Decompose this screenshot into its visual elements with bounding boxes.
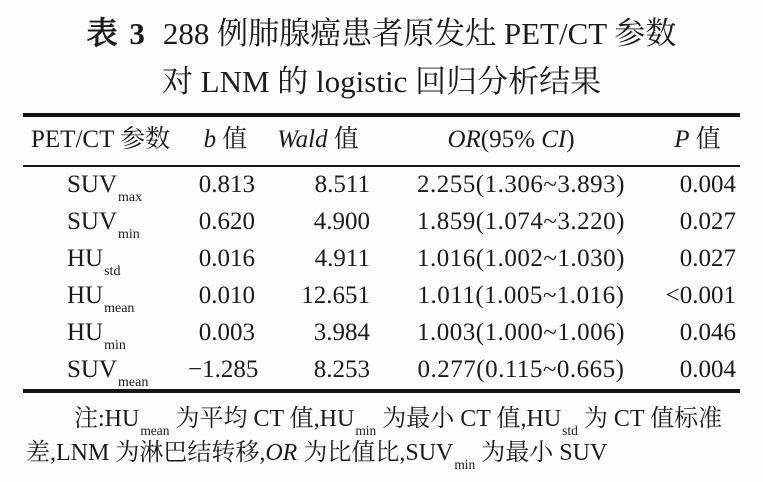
- b-value-cell: 0.010: [198, 282, 255, 309]
- wald-value-cell: 12.651: [301, 282, 370, 309]
- header-row: [23, 115, 740, 166]
- table-header: [23, 115, 740, 166]
- wald-value-cell: 4.900: [313, 208, 370, 235]
- table-row: [23, 315, 740, 352]
- footnote: [26, 402, 739, 470]
- or-value-cell: 1.859(1.074~3.220): [417, 208, 625, 235]
- p-value-cell: 0.046: [679, 319, 736, 346]
- param-cell: $SUV_{max}$: [67, 171, 143, 206]
- param-cell: $HU_{std}$: [67, 245, 121, 280]
- table-title: [0, 0, 763, 102]
- b-value-cell: 0.003: [198, 319, 255, 346]
- column-header-b: b 值: [188, 115, 263, 166]
- p-value-cell: <0.001: [665, 282, 736, 309]
- or-value-cell: 1.016(1.002~1.030): [417, 245, 625, 272]
- table-row: [23, 241, 740, 278]
- b-value-cell: 0.813: [198, 171, 255, 198]
- table-number-label: 表 3: [86, 16, 147, 51]
- table-title-line1: [0, 13, 763, 54]
- column-header-param: PET/CT 参数: [23, 115, 188, 166]
- footnote-line-1: 注$:HU_{mean}$ 为平均 CT 值$,HU_{min}$ 为最小 CT 值$,HU_{std}$ 为 CT 值标准: [74, 406, 723, 438]
- or-value-cell: 2.255(1.306~3.893): [417, 171, 625, 198]
- table-title-text: 288 例肺腺癌患者原发灶 PET/CT 参数: [162, 16, 677, 51]
- wald-value-cell: 8.511: [314, 171, 370, 198]
- b-value-cell: 0.016: [198, 245, 255, 272]
- table-row: [23, 166, 740, 204]
- column-header-wald: Wald 值: [263, 115, 373, 166]
- param-cell: $SUV_{mean}$: [67, 356, 149, 391]
- regression-results-table: [23, 113, 740, 393]
- table-row: [23, 352, 740, 391]
- wald-value-cell: 3.984: [313, 319, 370, 346]
- or-value-cell: 1.003(1.000~1.006): [417, 319, 625, 346]
- param-cell: $HU_{mean}$: [67, 282, 135, 317]
- b-value-cell: −1.285: [188, 356, 259, 383]
- table-body: [23, 166, 740, 391]
- param-cell: $HU_{min}$: [67, 319, 126, 354]
- table-title-line2: 对 LNM 的 logistic 回归分析结果: [161, 64, 602, 99]
- or-value-cell: 0.277(0.115~0.665): [417, 356, 625, 383]
- p-value-cell: 0.004: [679, 171, 736, 198]
- column-header-p: P 值: [643, 115, 740, 166]
- p-value-cell: 0.027: [679, 245, 736, 272]
- footnote-line-2: 差,LNM 为淋巴结转移,OR 为比值比$,SUV_{min}$ 为最小 SUV: [26, 440, 608, 472]
- wald-value-cell: 4.911: [314, 245, 370, 272]
- column-header-or: OR(95% CI): [373, 115, 643, 166]
- param-cell: $SUV_{min}$: [67, 208, 140, 243]
- table-row: [23, 204, 740, 241]
- p-value-cell: 0.027: [679, 208, 736, 235]
- table-row: [23, 278, 740, 315]
- wald-value-cell: 8.253: [313, 356, 370, 383]
- or-value-cell: 1.011(1.005~1.016): [417, 282, 625, 309]
- p-value-cell: 0.004: [679, 356, 736, 383]
- b-value-cell: 0.620: [198, 208, 255, 235]
